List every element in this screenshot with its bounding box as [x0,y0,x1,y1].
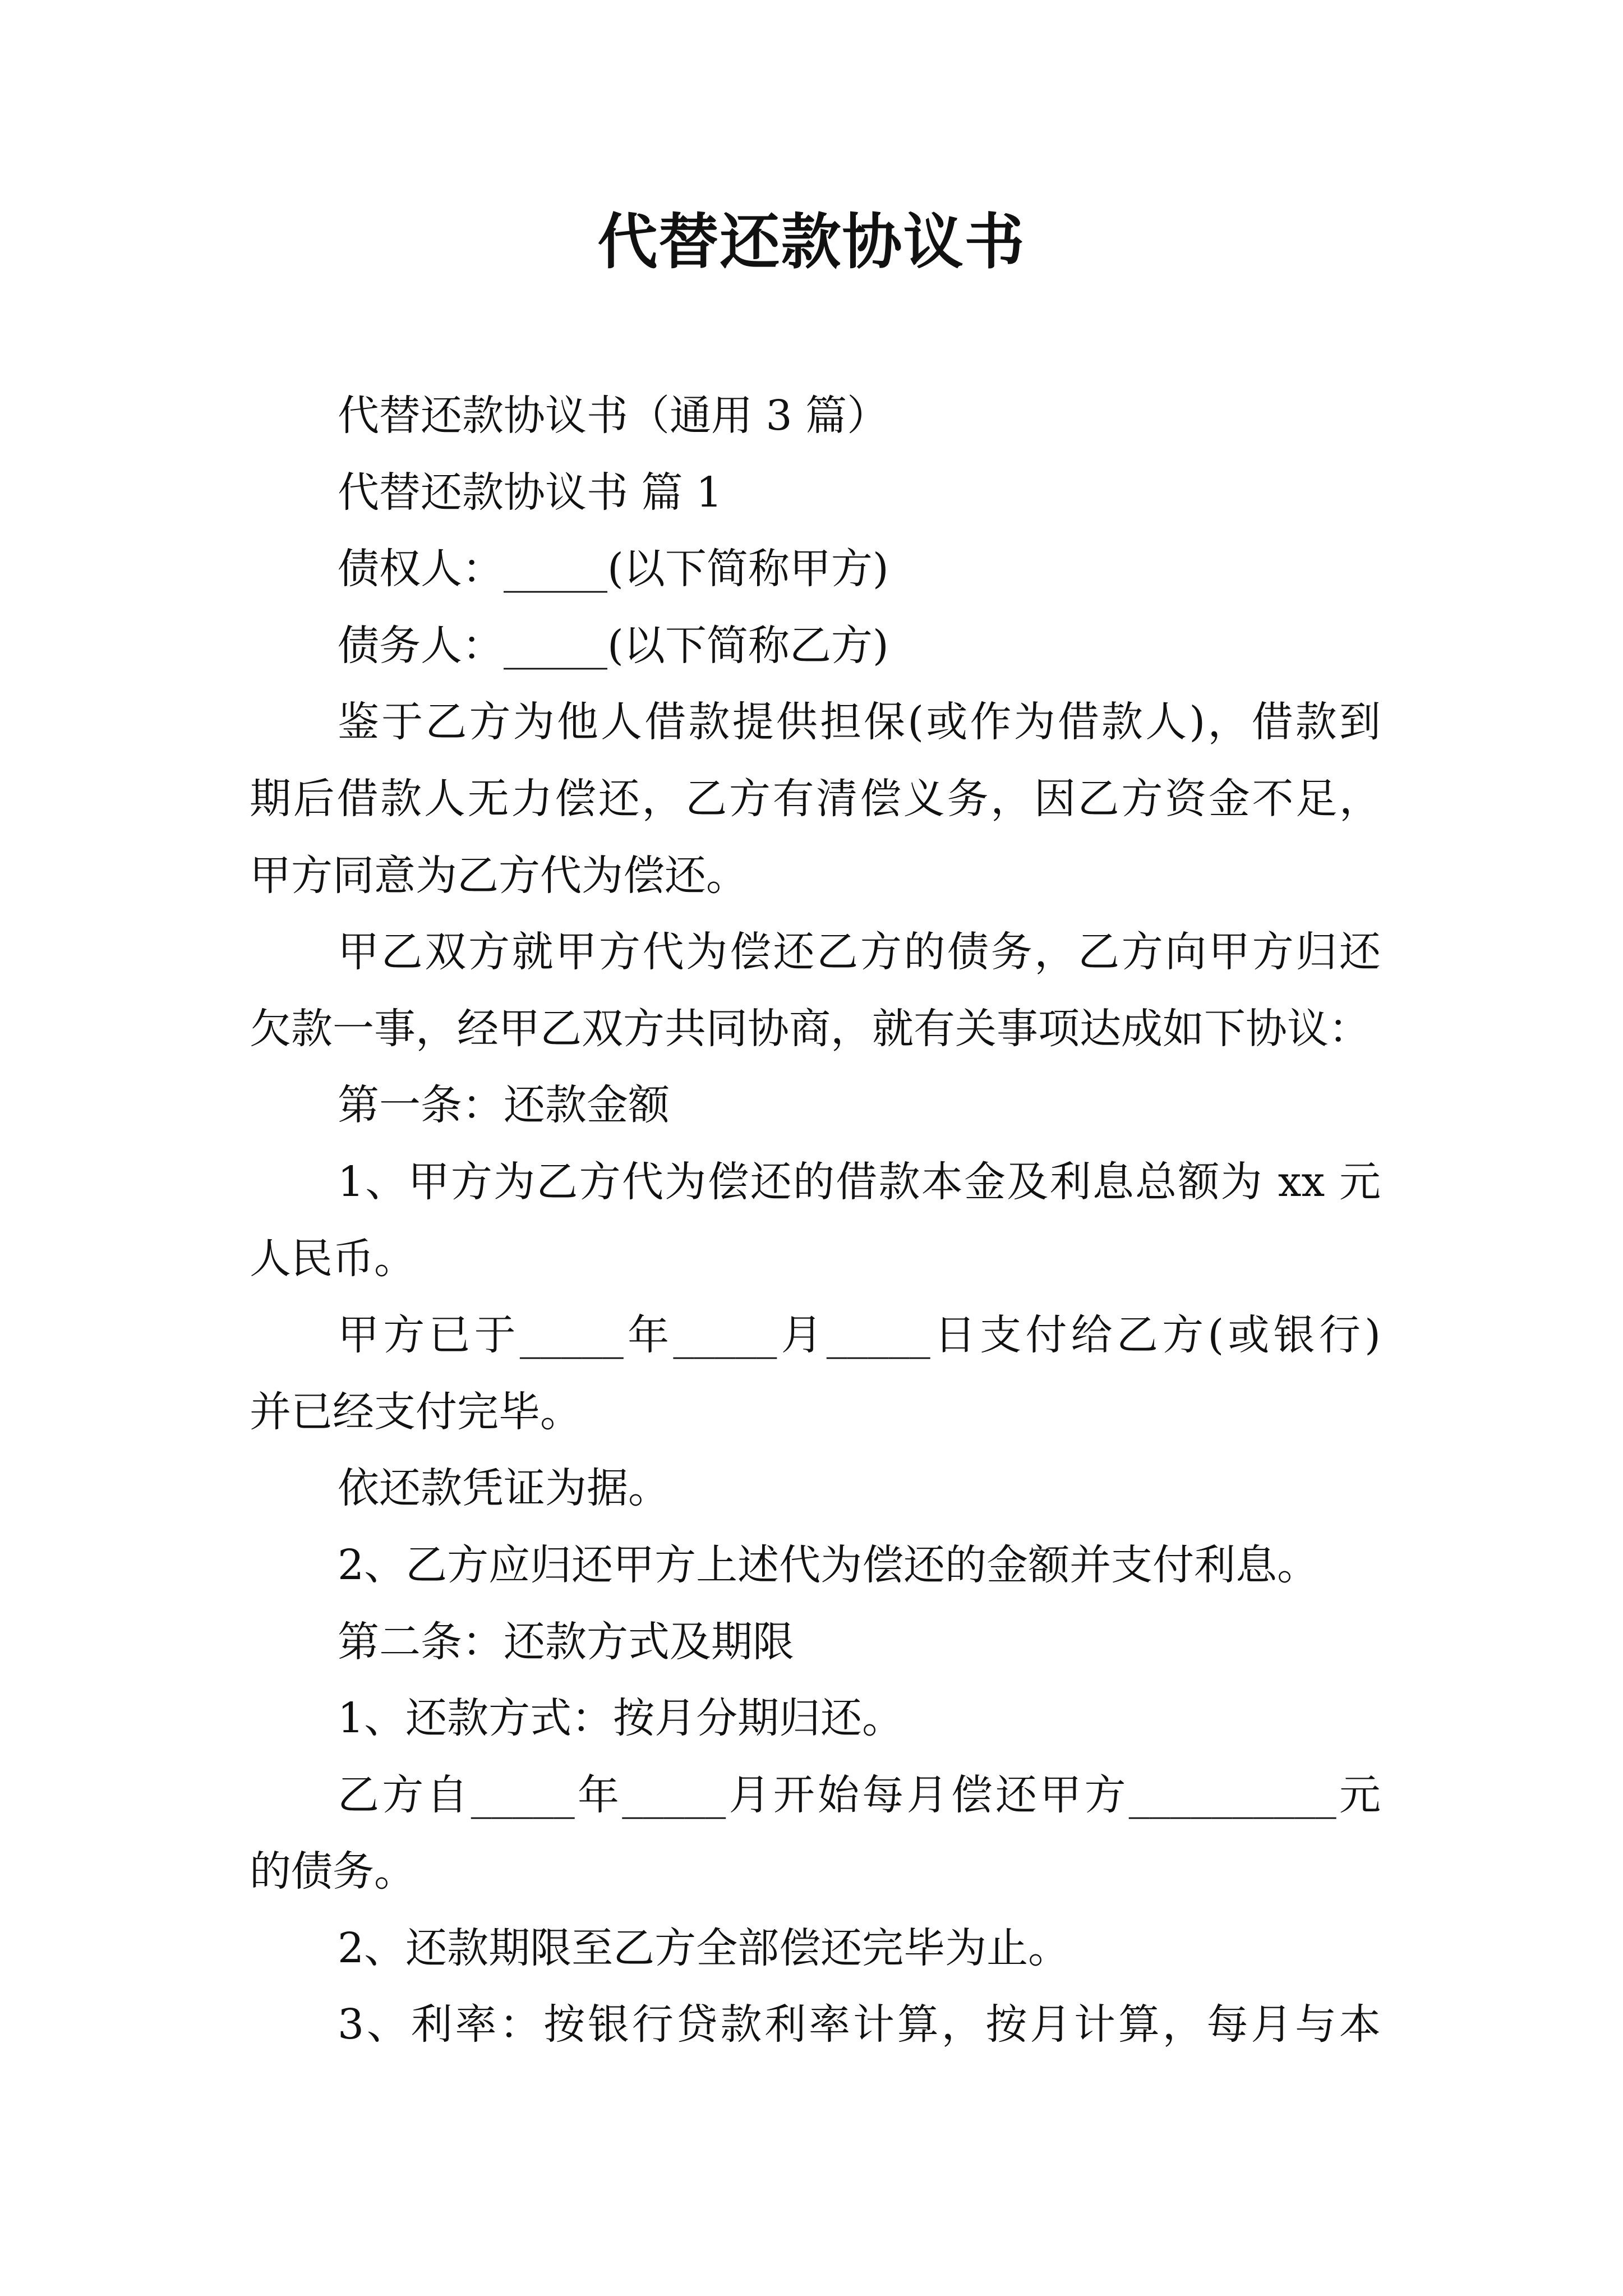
paragraph-line: 1、甲方为乙方代为偿还的借款本金及利息总额为 xx 元 [338,1157,1381,1206]
article-two-clause-3 [250,1986,1381,2063]
article-one-clause-1 [250,1144,1381,1297]
paragraph-line: 1、还款方式：按月分期归还。 [338,1694,904,1743]
paragraph-line: 甲方已于_____年_____月_____日支付给乙方(或银行) [338,1311,1381,1360]
paragraph-line: 依还款凭证为据。 [338,1464,670,1513]
paragraph-creditor [250,531,1381,608]
article-one-clause-2 [250,1527,1381,1604]
article-two-heading [250,1604,1381,1681]
article-two-clause-2 [250,1910,1381,1987]
paragraph-section-heading [250,454,1381,531]
paragraph-line: 第二条：还款方式及期限 [338,1617,794,1666]
paragraph-line: 并已经支付完毕。 [250,1387,582,1436]
paragraph-debtor [250,608,1381,684]
paragraph-line: 人民币。 [250,1234,416,1283]
paragraph-line: 期后借款人无力偿还，乙方有清偿义务，因乙方资金不足， [250,774,1381,823]
article-one-payment-date [250,1297,1381,1450]
article-two-clause-1 [250,1680,1381,1757]
paragraph-background [250,684,1381,914]
paragraph-line: 第一条：还款金额 [338,1081,670,1130]
document-title: 代替还款协议书 [597,207,1026,277]
paragraph-line: 代替还款协议书 篇 1 [338,468,723,517]
paragraph-line: 债权人：_____(以下简称甲方) [338,545,889,593]
paragraph-line: 2、乙方应归还甲方上述代为偿还的金额并支付利息。 [338,1540,1319,1589]
article-one-heading [250,1067,1381,1144]
article-one-evidence [250,1450,1381,1527]
paragraph-line: 鉴于乙方为他人借款提供担保(或作为借款人)，借款到 [338,698,1381,747]
paragraph-subtitle [250,378,1381,454]
document-body [250,378,1381,2063]
paragraph-agreement-intro [250,914,1381,1067]
paragraph-line: 债务人：_____(以下简称乙方) [338,621,889,670]
paragraph-line: 乙方自_____年_____月开始每月偿还甲方__________元 [338,1770,1381,1819]
paragraph-line: 3、利率：按银行贷款利率计算，按月计算，每月与本 [338,2000,1381,2049]
paragraph-line: 2、还款期限至乙方全部偿还完毕为止。 [338,1924,1070,1972]
paragraph-line: 甲乙双方就甲方代为偿还乙方的债务，乙方向甲方归还 [338,928,1381,977]
paragraph-line: 欠款一事，经甲乙双方共同协商，就有关事项达成如下协议： [250,1004,1370,1053]
paragraph-line: 代替还款协议书（通用 3 篇） [338,392,889,440]
paragraph-line: 的债务。 [250,1847,416,1896]
paragraph-line: 甲方同意为乙方代为偿还。 [250,851,748,900]
article-two-installments [250,1757,1381,1910]
